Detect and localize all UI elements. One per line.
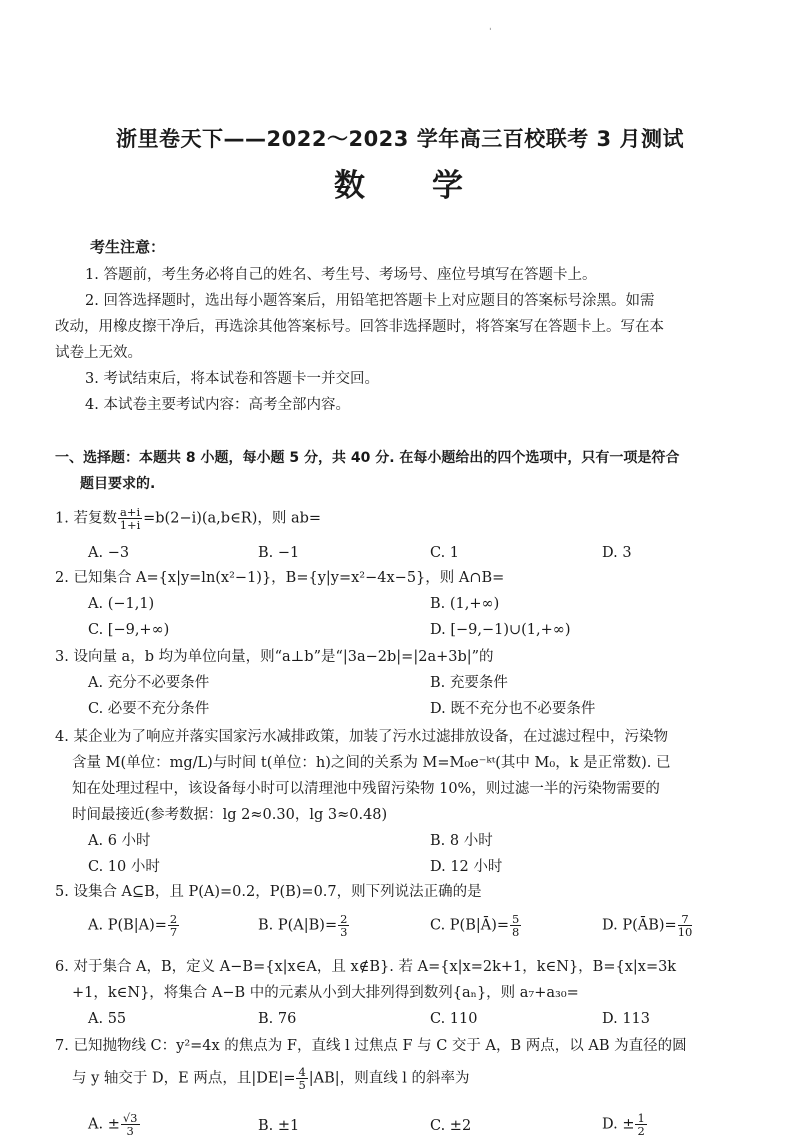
q3-option-d: D. 既不充分也不必要条件 — [430, 701, 596, 717]
q1-option-a: A. −3 — [88, 545, 130, 561]
q7-frac-den: 5 — [298, 1078, 306, 1092]
subject-title — [0, 160, 800, 205]
notice-heading: 考生注意： — [90, 238, 166, 256]
notice-item-4: 4. 本试卷主要考试内容：高考全部内容。 — [85, 397, 350, 413]
notice-item-3: 3. 考试结束后，将本试卷和答题卡一并交回。 — [85, 371, 379, 387]
subject-char-1: 数 — [334, 168, 368, 204]
q1-option-d: D. 3 — [602, 545, 632, 561]
q7-frac-num: 4 — [298, 1065, 306, 1079]
q7-option-c: C. ±2 — [430, 1118, 472, 1134]
q7-a-num: √3 — [122, 1111, 138, 1125]
question-5-stem: 5. 设集合 A⊆B，且 P(A)=0.2，P(B)=0.7，则下列说法正确的是 — [55, 884, 482, 900]
q7-line2-pre: 与 y 轴交于 D，E 两点，且|DE|= — [72, 1070, 296, 1087]
q1-option-c: C. 1 — [430, 545, 460, 561]
q5-c-pre: C. P(B|Ā)= — [430, 917, 510, 934]
q7-a-den: 3 — [126, 1124, 134, 1138]
q5-a-num: 2 — [169, 912, 178, 926]
subject-char-2: 学 — [432, 168, 466, 204]
section1-heading-cont: 题目要求的. — [80, 476, 156, 492]
question-2-stem: 2. 已知集合 A={x|y=ln(x²−1)}，B={y|y=x²−4x−5}，则 A∩B= — [55, 570, 505, 586]
notice-item-2-cont2: 试卷上无效。 — [55, 345, 142, 361]
q5-a-den: 7 — [169, 925, 178, 939]
q2-option-c: C. [−9,+∞) — [88, 622, 170, 638]
q7-d-frac — [635, 1112, 646, 1137]
q1-suffix: =b(2−i)(a,b∈R)，则 ab= — [143, 510, 322, 527]
q1-frac-den: 1+i — [119, 518, 141, 532]
q5-option-b — [258, 913, 350, 938]
scan-mark: ˌ — [489, 22, 492, 32]
q3-option-b: B. 充要条件 — [430, 675, 508, 691]
q7-option-d — [602, 1112, 648, 1137]
q7-option-b: B. ±1 — [258, 1118, 300, 1134]
q5-b-frac — [338, 913, 349, 938]
q7-d-den: 2 — [637, 1124, 645, 1138]
q5-option-a — [88, 913, 180, 938]
exam-title: 浙里卷天下——2022～2023 学年高三百校联考 3 月测试 — [116, 127, 684, 151]
q4-option-c: C. 10 小时 — [88, 859, 160, 875]
q5-c-num: 5 — [512, 912, 520, 926]
q1-prefix: 1. 若复数 — [55, 510, 117, 527]
q5-b-den: 3 — [340, 925, 348, 939]
q3-option-a: A. 充分不必要条件 — [88, 675, 210, 691]
q5-d-frac — [678, 913, 693, 938]
q7-d-num: 1 — [637, 1111, 645, 1125]
section1-heading: 一、选择题：本题共 8 小题，每小题 5 分，共 40 分. 在每小题给出的四个选项中，只有一项是符合 — [55, 450, 680, 466]
q5-a-pre: A. P(B|A)= — [88, 917, 167, 934]
q7-a-frac — [121, 1112, 140, 1137]
question-3-stem: 3. 设向量 a，b 均为单位向量，则“a⊥b”是“|3a−2b|=|2a+3b|”的 — [55, 649, 494, 665]
q4-option-b: B. 8 小时 — [430, 833, 493, 849]
question-7-line-2 — [72, 1066, 470, 1091]
q2-option-b: B. (1,+∞) — [430, 596, 500, 612]
notice-item-1: 1. 答题前，考生务必将自己的姓名、考生号、考场号、座位号填写在答题卡上。 — [85, 267, 597, 283]
q4-option-a: A. 6 小时 — [88, 833, 151, 849]
q7-a-pre: A. ± — [88, 1116, 120, 1133]
q5-option-d — [602, 913, 693, 938]
q2-option-a: A. (−1,1) — [88, 596, 155, 612]
q4-option-d: D. 12 小时 — [430, 859, 503, 875]
question-7-line-1: 7. 已知抛物线 C：y²=4x 的焦点为 F，直线 l 过焦点 F 与 C 交于 A，B 两点，以 AB 为直径的圆 — [55, 1038, 687, 1054]
question-6-line-2: +1，k∈N}，将集合 A−B 中的元素从小到大排列得到数列{aₙ}，则 a₇+a₃₀= — [72, 985, 579, 1001]
q5-a-frac — [168, 913, 179, 938]
notice-item-2-cont: 改动，用橡皮擦干净后，再选涂其他答案标号。回答非选择题时，将答案写在答题卡上。写在本 — [55, 319, 664, 335]
q6-option-d: D. 113 — [602, 1011, 651, 1027]
question-6-line-1: 6. 对于集合 A，B，定义 A−B={x|x∈A，且 x∉B}. 若 A={x|x=2k+1，k∈N}，B={x|x=3k — [55, 959, 677, 975]
q5-d-num: 7 — [678, 913, 693, 926]
q7-d-pre: D. ± — [602, 1116, 635, 1133]
question-1-stem — [55, 506, 321, 531]
q5-d-pre: D. P(ĀB)= — [602, 917, 677, 934]
question-4-line-3: 知在处理过程中，该设备每小时可以清理池中残留污染物 10%，则过滤一半的污染物需要的 — [72, 781, 660, 797]
question-4-line-4: 时间最接近(参考数据：lg 2≈0.30，lg 3≈0.48) — [72, 807, 388, 823]
q5-b-num: 2 — [340, 912, 348, 926]
q1-option-b: B. −1 — [258, 545, 300, 561]
question-4-line-1: 4. 某企业为了响应并落实国家污水减排政策，加装了污水过滤排放设备，在过滤过程中，污染物 — [55, 729, 668, 745]
notice-item-2: 2. 回答选择题时，选出每小题答案后，用铅笔把答题卡上对应题目的答案标号涂黑。如需 — [85, 293, 655, 309]
q5-b-pre: B. P(A|B)= — [258, 917, 338, 934]
q5-c-frac — [510, 913, 521, 938]
q2-option-d: D. [−9,−1)∪(1,+∞) — [430, 622, 571, 638]
q5-c-den: 8 — [512, 925, 520, 939]
q5-option-c — [430, 913, 522, 938]
q1-fraction — [118, 506, 142, 531]
q3-option-c: C. 必要不充分条件 — [88, 701, 210, 717]
q6-option-b: B. 76 — [258, 1011, 297, 1027]
q7-option-a — [88, 1112, 141, 1137]
q1-frac-num: a+i — [119, 505, 141, 519]
question-4-line-2: 含量 M(单位：mg/L)与时间 t(单位：h)之间的关系为 M=M₀e⁻ᵏᵗ(其中 M₀，k 是正常数). 已 — [72, 755, 671, 771]
q7-line2-post: |AB|，则直线 l 的斜率为 — [308, 1070, 470, 1087]
q7-fraction — [296, 1066, 307, 1091]
q5-d-den: 10 — [677, 925, 693, 939]
q6-option-a: A. 55 — [88, 1011, 127, 1027]
q6-option-c: C. 110 — [430, 1011, 478, 1027]
